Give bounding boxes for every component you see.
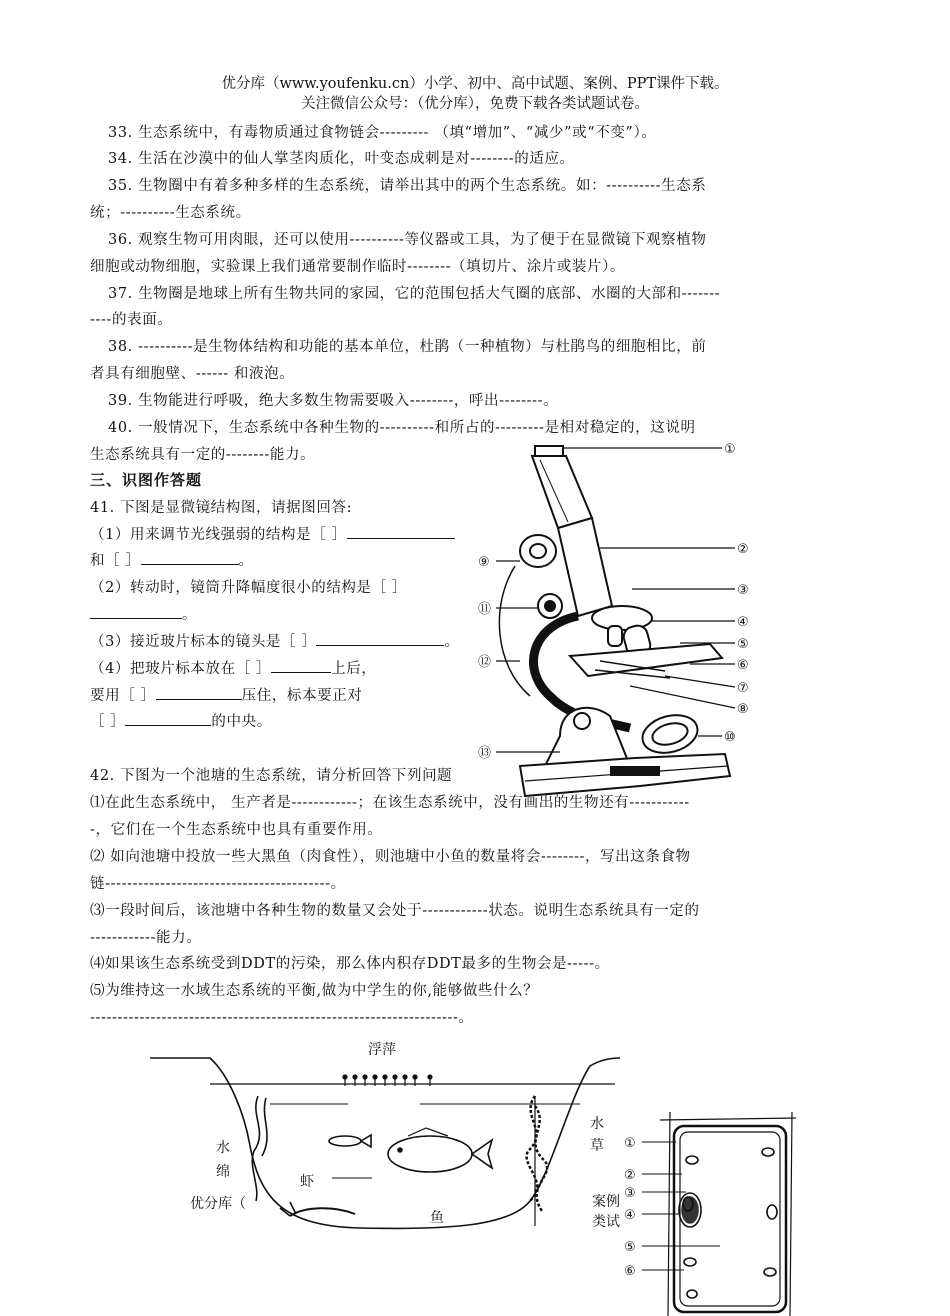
answer-blank[interactable] <box>316 633 444 646</box>
question-41-4-tail-2: 压住，标本要正对 <box>241 688 363 704</box>
answer-blank[interactable] <box>125 713 211 726</box>
big-fish <box>388 1136 472 1172</box>
question-41-intro: 41. 下图是显微镜结构图，请据图回答: <box>90 500 353 516</box>
label-spirogyra-2: 绵 <box>216 1164 230 1180</box>
label-grass-1: 水 <box>590 1116 604 1132</box>
header-line-1: 优分库（www.youfenku.cn）小学、初中、高中试题、案例、PPT课件下载。 <box>221 76 729 92</box>
question-35-line-2: 统；----------生态系统。 <box>90 205 251 221</box>
question-41-4-text-3: ［ ］ <box>90 714 126 730</box>
question-41-1-line-1 <box>90 523 455 544</box>
question-42-4: ⑷如果该生态系统受到DDT的污染，那么体内积存DDT最多的生物会是-----。 <box>90 956 610 972</box>
watermark-right-2: 类试 <box>592 1214 620 1230</box>
question-41-4-tail-3: 的中央。 <box>211 714 272 730</box>
microscope-label-3: ③ <box>737 583 749 598</box>
stage <box>570 644 722 676</box>
answer-blank[interactable] <box>271 660 331 673</box>
plant-cell-diagram <box>620 1112 800 1316</box>
question-41-4-line-3 <box>90 710 272 731</box>
cell-label-4: ④ <box>624 1208 636 1223</box>
microscope-label-2: ② <box>737 542 749 557</box>
question-41-3-text: （3）接近玻片标本的镜头是［ ］ <box>90 634 317 650</box>
eyepiece-tube <box>532 456 592 528</box>
question-40-line-2: 生态系统具有一定的--------能力。 <box>90 447 316 463</box>
question-41-1-text-2: 和［ ］ <box>90 553 141 569</box>
question-35-line-1: 35. 生物圈中有着多种多样的生态系统，请举出其中的两个生态系统。如：----------生态系 <box>108 178 707 194</box>
question-41-4-text: （4）把玻片标本放在［ ］ <box>90 661 272 677</box>
cell-label-1: ① <box>624 1136 636 1151</box>
question-41-4-text-2: 要用［ ］ <box>90 688 156 704</box>
microscope-label-8: ⑧ <box>737 702 749 717</box>
mirror <box>638 709 701 758</box>
microscope-label-11: ⑪ <box>478 602 492 617</box>
period: 。 <box>182 607 198 623</box>
question-42-1-line-1: ⑴在此生态系统中， 生产者是------------；在该生态系统中，没有画出的生物还有----------- <box>90 795 690 811</box>
question-37-line-2: ----的表面。 <box>90 312 173 328</box>
question-42-intro: 42. 下图为一个池塘的生态系统，请分析回答下列问题 <box>90 768 453 784</box>
chloroplast <box>686 1156 698 1164</box>
question-42-2-line-1: ⑵ 如向池塘中投放一些大黑鱼（肉食性），则池塘中小鱼的数量将会--------，写出这条食物 <box>90 849 691 865</box>
question-42-5: ⑸为维持这一水域生态系统的平衡,做为中学生的你,能够做些什么？ <box>90 983 539 999</box>
question-42-5-answer-line: -------------------------------------------------------------------。 <box>90 1010 474 1026</box>
period: 。 <box>238 553 254 569</box>
microscope-label-13: ⑬ <box>478 746 492 761</box>
watermark-left: 优分库（ <box>190 1196 246 1212</box>
question-41-2-line-1: （2）转动时，镜筒升降幅度很小的结构是［ ］ <box>90 580 408 596</box>
body-tube <box>558 518 612 616</box>
question-40-line-1: 40. 一般情况下，生态系统中各种生物的----------和所占的---------是相对稳定的，这说明 <box>108 420 696 436</box>
label-fish: 鱼 <box>430 1210 444 1226</box>
question-39: 39. 生物能进行呼吸，绝大多数生物需要吸入--------，呼出--------。 <box>108 393 559 409</box>
label-grass-2: 草 <box>590 1138 604 1154</box>
answer-blank[interactable] <box>156 687 242 700</box>
microscope-label-6: ⑥ <box>737 658 749 673</box>
microscope-label-10: ⑩ <box>724 730 736 745</box>
answer-blank[interactable] <box>141 552 239 565</box>
spirogyra <box>252 1096 259 1201</box>
question-41-4-line-1 <box>90 657 376 678</box>
question-38-line-1: 38. ----------是生物体结构和功能的基本单位，杜鹃（一种植物）与杜鹃鸟的细胞相比，前 <box>108 339 707 355</box>
question-33: 33. 生态系统中，有毒物质通过食物链会--------- （填“增加”、“减少”或“不变”）。 <box>108 125 657 141</box>
header-line-2: 关注微信公众号：（优分库），免费下载各类试题试卷。 <box>301 96 649 112</box>
section-3-title: 三、识图作答题 <box>90 471 203 489</box>
cell-label-6: ⑥ <box>624 1264 636 1279</box>
microscope-diagram <box>460 436 780 826</box>
microscope-label-4: ④ <box>737 615 749 630</box>
cell-label-3: ③ <box>624 1186 636 1201</box>
microscope-label-9: ⑨ <box>478 555 490 570</box>
label-shrimp: 虾 <box>300 1174 314 1190</box>
question-34: 34. 生活在沙漠中的仙人掌茎肉质化，叶变态成刺是对--------的适应。 <box>108 151 575 167</box>
question-41-3 <box>90 630 460 651</box>
label-spirogyra-1: 水 <box>216 1140 230 1156</box>
label-duckweed: 浮萍 <box>368 1042 396 1058</box>
question-42-3-line-1: ⑶一段时间后，该池塘中各种生物的数量又会处于------------状态。说明生态系统具有一定的 <box>90 903 700 919</box>
microscope-label-5: ⑤ <box>737 637 749 652</box>
microscope-label-7: ⑦ <box>737 681 749 696</box>
coarse-focus-knob <box>520 535 556 567</box>
question-36-line-1: 36. 观察生物可用肉眼，还可以使用----------等仪器或工具，为了便于在显微镜下观察植物 <box>108 232 707 248</box>
shrimp <box>290 1208 355 1216</box>
cell-label-2: ② <box>624 1168 636 1183</box>
question-41-1-line-2 <box>90 549 254 570</box>
question-37-line-1: 37. 生物圈是地球上所有生物共同的家园，它的范围包括大气圈的底部、水圈的大部和------- <box>108 286 721 302</box>
watermark-right-1: 案例 <box>592 1194 620 1210</box>
question-38-line-2: 者具有细胞壁、------ 和液泡。 <box>90 366 295 382</box>
answer-blank[interactable] <box>90 606 182 619</box>
small-fish <box>329 1136 361 1146</box>
cell-label-5: ⑤ <box>624 1240 636 1255</box>
question-42-1-line-2: -，它们在一个生态系统中也具有重要作用。 <box>90 822 383 838</box>
microscope-label-12: ⑫ <box>478 655 492 670</box>
question-42-2-line-2: 链-----------------------------------------。 <box>90 876 346 892</box>
question-41-4-line-2 <box>90 684 362 705</box>
question-41-4-tail: 上后， <box>331 661 377 677</box>
pond-diagram <box>150 1036 620 1246</box>
question-42-3-line-2: ------------能力。 <box>90 930 202 946</box>
microscope-label-1: ① <box>724 442 736 457</box>
question-41-2-line-2 <box>90 603 197 624</box>
period: 。 <box>444 634 460 650</box>
answer-blank[interactable] <box>347 526 455 539</box>
question-41-1-text: （1）用来调节光线强弱的结构是［ ］ <box>90 527 347 543</box>
question-36-line-2: 细胞或动物细胞，实验课上我们通常要制作临时--------（填切片、涂片或装片）。 <box>90 259 626 275</box>
